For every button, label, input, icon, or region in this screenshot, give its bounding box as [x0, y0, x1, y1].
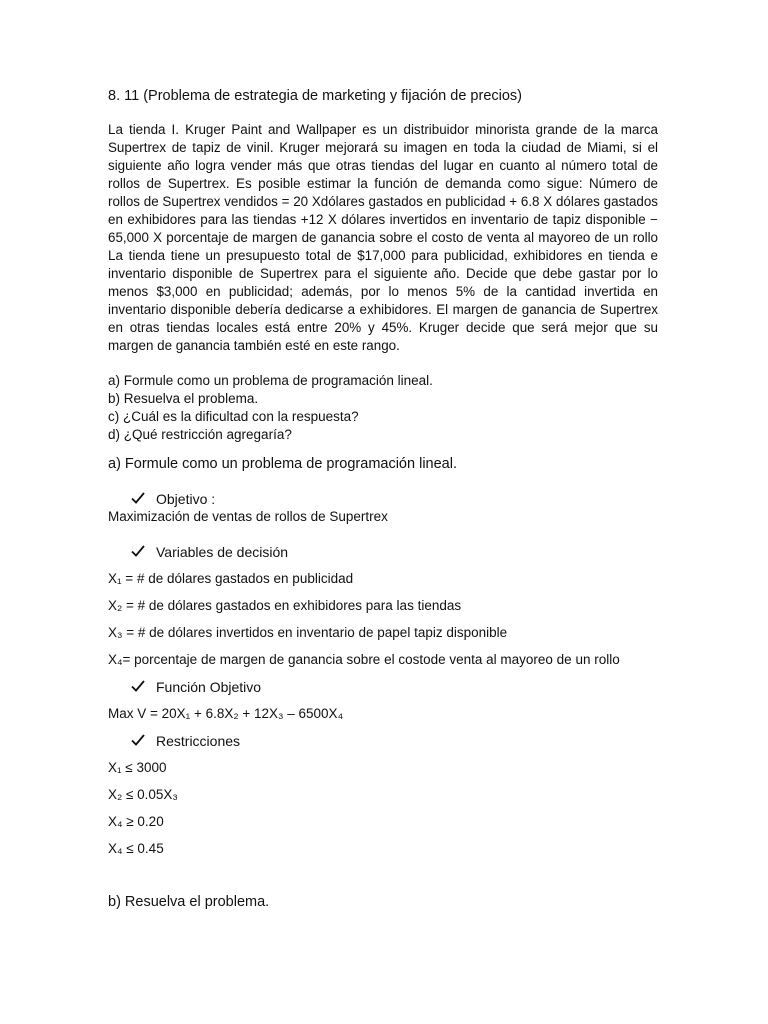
variable-x2: X₂ = # de dólares gastados en exhibidores para las tiendas: [108, 598, 462, 613]
checkmark-icon: [131, 492, 147, 504]
funcion-text: Max V = 20X₁ + 6.8X₂ + 12X₃ – 6500X₄: [108, 706, 344, 721]
funcion-label: Función Objetivo: [156, 679, 262, 695]
problem-title: 8. 11 (Problema de estrategia de marketing y fijación de precios): [108, 88, 523, 104]
checkmark-icon: [131, 680, 147, 692]
restriccion-3: X₄ ≥ 0.20: [108, 814, 164, 829]
variables-heading: [131, 543, 288, 561]
question-a: a) Formule como un problema de programación lineal.: [108, 373, 433, 388]
checkmark-icon: [131, 545, 147, 557]
question-c: c) ¿Cuál es la dificultad con la respuesta?: [108, 409, 359, 424]
variable-x4: X₄= porcentaje de margen de ganancia sobre el costode venta al mayoreo de un rollo: [108, 652, 620, 667]
restricciones-label: Restricciones: [156, 733, 241, 749]
restriccion-2: X₂ ≤ 0.05X₃: [108, 787, 178, 802]
variable-x1: X₁ = # de dólares gastados en publicidad: [108, 571, 354, 586]
objetivo-heading: [131, 490, 215, 508]
restriccion-1: X₁ ≤ 3000: [108, 760, 167, 775]
question-b: b) Resuelva el problema.: [108, 391, 259, 406]
question-d: d) ¿Qué restricción agregaría?: [108, 427, 292, 442]
restriccion-4: X₄ ≤ 0.45: [108, 841, 164, 856]
section-b-heading: b) Resuelva el problema.: [108, 894, 270, 910]
variables-label: Variables de decisión: [156, 544, 289, 560]
restricciones-heading: [131, 732, 240, 750]
funcion-heading: [131, 678, 261, 696]
objetivo-text: Maximización de ventas de rollos de Supertrex: [108, 509, 388, 524]
objetivo-label: Objetivo :: [156, 491, 216, 507]
section-a-heading: a) Formule como un problema de programación lineal.: [108, 456, 457, 472]
variable-x3: X₃ = # de dólares invertidos en inventario de papel tapiz disponible: [108, 625, 508, 640]
checkmark-icon: [131, 734, 147, 746]
problem-paragraph: La tienda I. Kruger Paint and Wallpaper es un distribuidor minorista grande de la marca Supertrex de tapiz de vinil. Kruger mejorará su imagen en toda la ciudad de Miami, si el siguiente año logra vender más que otras tiendas del lugar en cuanto al número total de rollos de Supertrex. Es posible estimar la función de demanda como sigue: Número de rollos de Supertrex vendidos = 20 Xdólares gastados en publicidad + 6.8 X dólares gastados en exhibidores para las tiendas +12 X dólares invertidos en inventario de tapiz disponible − 65,000 X porcentaje de margen de ganancia sobre el costo de venta al mayoreo de un rollo La tienda tiene un presupuesto total de $17,000 para publicidad, exhibidores en tienda e inventario disponible de Supertrex para el siguiente año. Decide que debe gastar por lo menos $3,000 en publicidad; además, por lo menos 5% de la cantidad invertida en inventario disponible debería dedicarse a exhibidores. El margen de ganancia de Supertrex en otras tiendas locales está entre 20% y 45%. Kruger decide que será mejor que su margen de ganancia también esté en este rango.: [108, 122, 658, 353]
